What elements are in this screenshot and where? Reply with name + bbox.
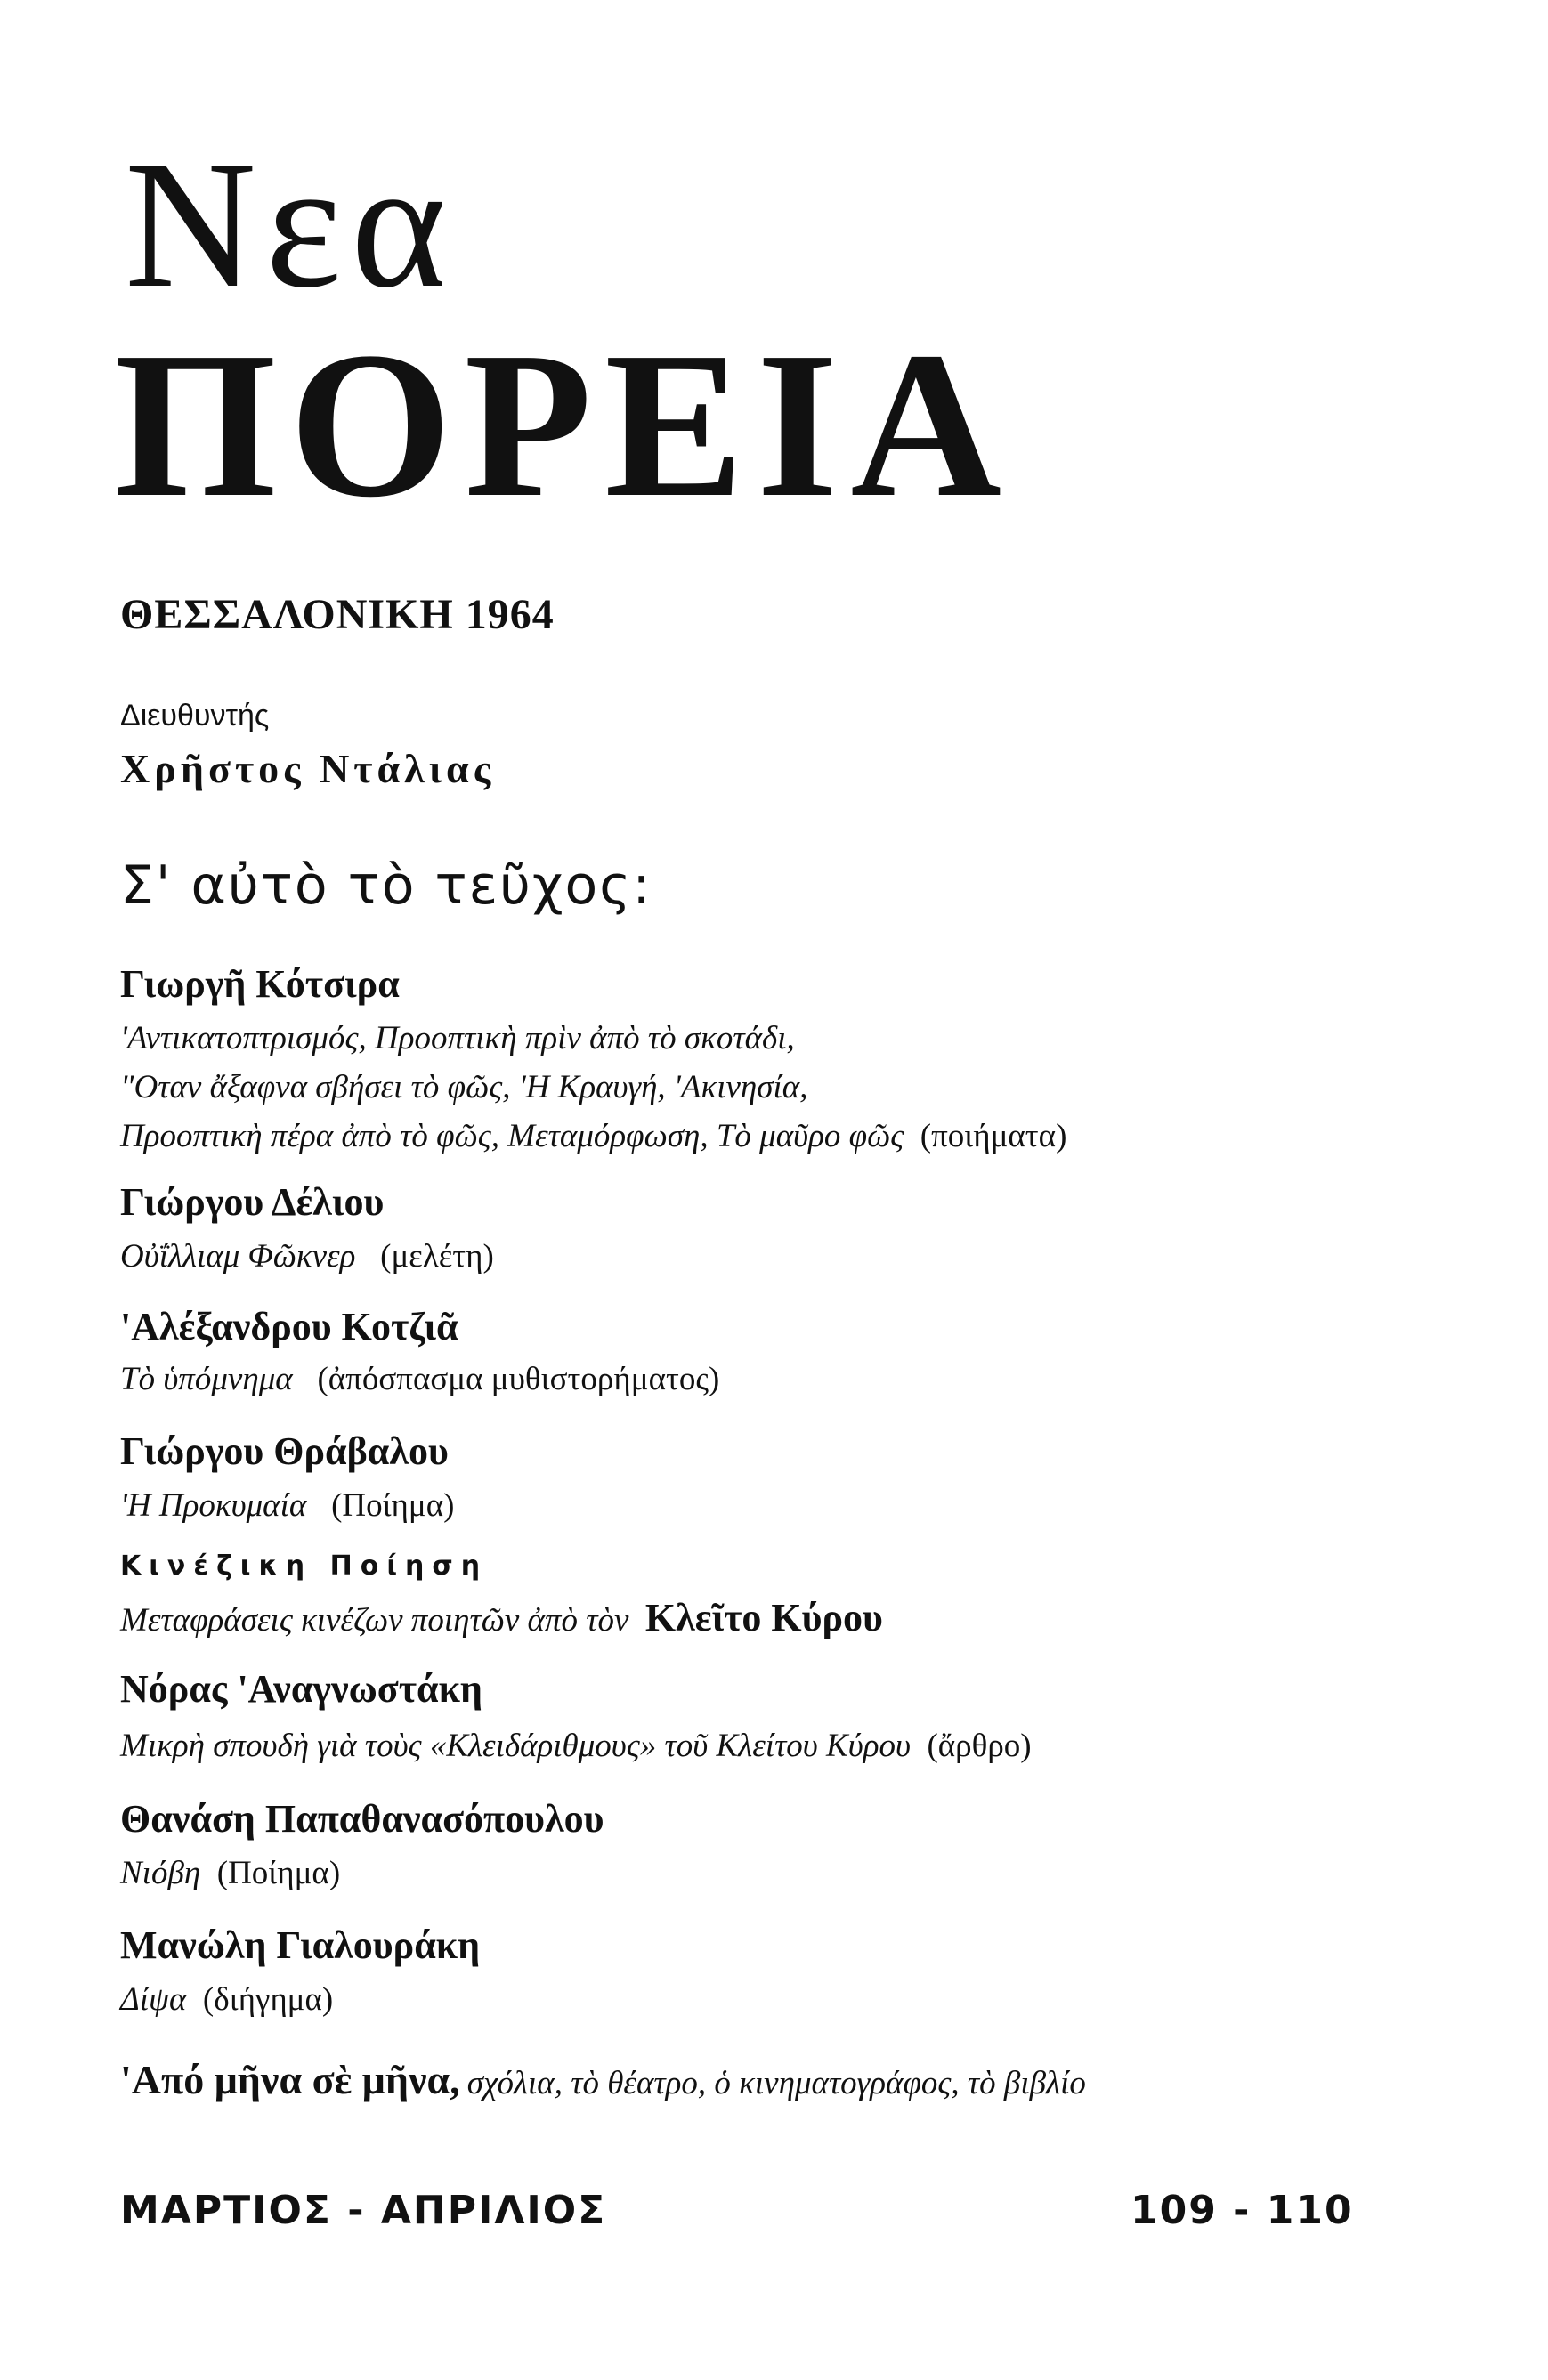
contents-note: (διήγημα) [202, 1981, 334, 2018]
contents-note: (μελέτη) [380, 1238, 494, 1275]
contents-work-line: Οὐΐλλιαμ Φῶκνερ (μελέτη) [120, 1238, 494, 1275]
contents-author: Γιώργου Θράβαλου [120, 1429, 449, 1473]
contents-author: 'Αλέξανδρου Κοτζιᾶ [120, 1305, 458, 1348]
contents-author: Μανώλη Γιαλουράκη [120, 1923, 481, 1967]
contents-author: Γιωργῆ Κότσιρα [120, 962, 400, 1006]
magazine-title-small: Νεα [125, 124, 456, 326]
contents-note: (Ποίημα) [216, 1855, 341, 1891]
city-year: ΘΕΣΣΑΛΟΝΙΚΗ 1964 [120, 591, 555, 638]
issue-heading: Σ' αὐτὸ τὸ τεῦχος: [120, 854, 652, 917]
contents-work-line: Τὸ ὑπόμνημα (ἀπόσπασμα μυθιστορήματος) [120, 1361, 720, 1397]
contents-work-line: 'Αντικατοπτρισμός, Προοπτικὴ πρὶν ἀπὸ τὸ σκοτάδι, [120, 1020, 795, 1056]
contents-author: Θανάση Παπαθανασόπουλου [120, 1797, 604, 1841]
contents-work-line: Δίψα (διήγημα) [120, 1981, 334, 2018]
director-label: Διευθυντής [120, 699, 270, 733]
issue-number: 109 - 110 [1131, 2188, 1354, 2233]
contents-work-line: σχόλια, τὸ θέατρο, ὁ κινηματογράφος, τὸ βιβλίο [466, 2065, 1086, 2101]
contents-author: Γιώργου Δέλιου [120, 1180, 385, 1224]
contents-section [120, 2056, 1086, 2103]
contents-note: (ἄρθρο) [927, 1728, 1032, 1764]
contents-translator: Κλεῖτο Κύρου [644, 1596, 883, 1639]
contents-note: (ποιήματα) [920, 1118, 1067, 1154]
contents-work-line: Μεταφράσεις κινέζων ποιητῶν ἀπὸ τὸν Κλεῖτο Κύρου [120, 1596, 883, 1639]
director-name: Χρῆστος Ντάλιας [120, 746, 496, 791]
contents-author: Νόρας 'Αναγνωστάκη [120, 1667, 482, 1711]
contents-author: Κινέζικη Ποίηση [120, 1550, 489, 1582]
contents-note: (ἀπόσπασμα μυθιστορήματος) [317, 1361, 720, 1397]
contents-work-line: 'Η Προκυμαία (Ποίημα) [120, 1487, 455, 1524]
contents-work-line: Μικρὴ σπουδὴ γιὰ τοὺς «Κλειδάριθμους» τοῦ Κλείτου Κύρου (ἄρθρο) [120, 1728, 1032, 1764]
contents-author: 'Από μῆνα σὲ μῆνα, [120, 2057, 460, 2102]
contents-work-line: Νιόβη (Ποίημα) [120, 1855, 341, 1891]
issue-months: ΜΑΡΤΙΟΣ - ΑΠΡΙΛΙΟΣ [120, 2188, 607, 2233]
contents-work-line: "Οταν ἄξαφνα σβήσει τὸ φῶς, 'Η Κραυγή, 'Ακινησία, [120, 1069, 808, 1105]
contents-note: (Ποίημα) [331, 1487, 455, 1524]
contents-work-line: Προοπτικὴ πέρα ἀπὸ τὸ φῶς, Μεταμόρφωση, Τὸ μαῦρο φῶς (ποιήματα) [120, 1118, 1067, 1154]
magazine-title-large: ΠΟΡΕΙΑ [114, 309, 1015, 540]
